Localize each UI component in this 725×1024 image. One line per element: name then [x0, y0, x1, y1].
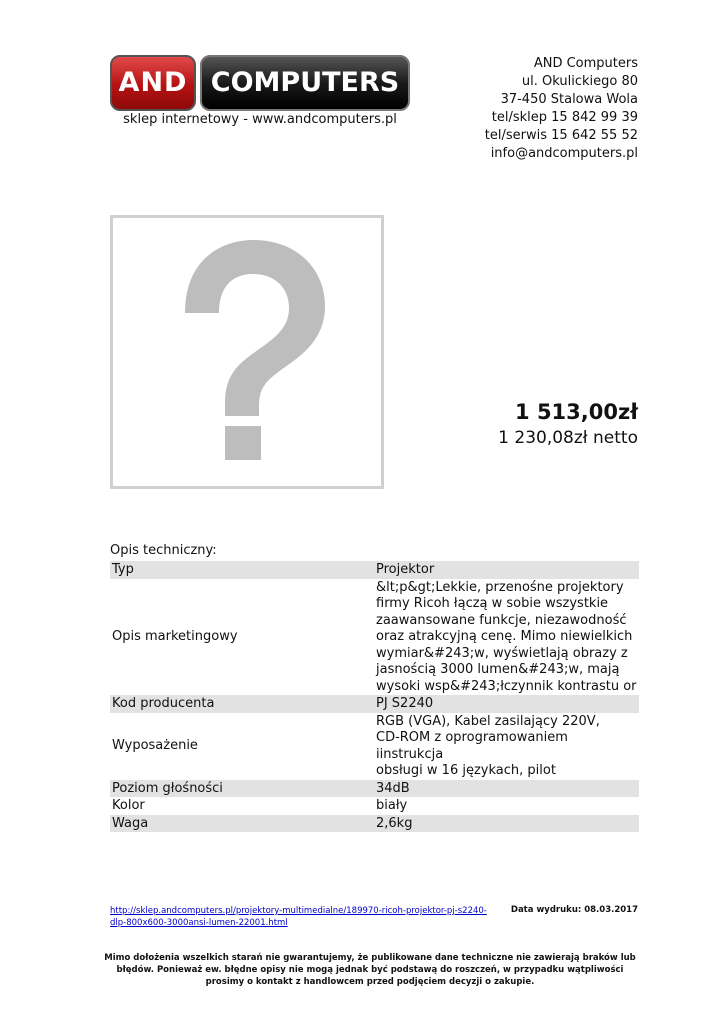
- url-line[interactable]: dlp-800x600-3000ansi-lumen-22001.html: [110, 918, 288, 928]
- spec-key: Kolor: [112, 798, 145, 813]
- spec-row: [110, 561, 639, 579]
- spec-row: [110, 713, 639, 780]
- spec-value-line: oraz atrakcyjną cenę. Mimo niewielkich: [376, 629, 633, 644]
- spec-value-line: &lt;p&gt;Lekkie, przenośne projektory: [376, 579, 624, 595]
- specs-title: Opis techniczny:: [110, 543, 217, 558]
- price-block: [498, 400, 638, 448]
- tagline: sklep internetowy - www.andcomputers.pl: [123, 112, 397, 127]
- spec-row: [110, 797, 639, 815]
- product-url-link[interactable]: [110, 905, 490, 929]
- spec-value: [374, 780, 639, 798]
- spec-value-line: Projektor: [376, 562, 435, 577]
- spec-value: [374, 713, 639, 780]
- contact-line: ul. Okulickiego 80: [521, 74, 638, 89]
- print-date: Data wydruku: 08.03.2017: [510, 905, 638, 915]
- spec-key: Opis marketingowy: [112, 629, 238, 644]
- spec-value-line: wysoki wsp&#243;łczynnik kontrastu or: [376, 678, 637, 694]
- spec-key: Typ: [110, 561, 374, 579]
- disclaimer-line: prosimy o kontakt z handlowcem przed podjęciem decyzji o zakupie.: [205, 977, 535, 987]
- spec-row: [110, 815, 639, 833]
- spec-value-line: PJ S2240: [376, 696, 434, 711]
- contact-line: tel/sklep 15 842 99 39: [491, 110, 638, 125]
- disclaimer: [100, 952, 640, 988]
- spec-value-line: zaawansowane funkcje, niezawodność: [376, 612, 627, 628]
- spec-value-line: jasnością 3000 lumen&#243;w, mają: [376, 662, 620, 677]
- contact-line: info@andcomputers.pl: [490, 146, 638, 161]
- logo-and: AND: [110, 55, 196, 111]
- spec-value: [374, 561, 639, 579]
- spec-row: [110, 579, 639, 696]
- spec-value-line: firmy Ricoh łączą w sobie wszystkie: [376, 596, 609, 611]
- contact-block: [485, 55, 638, 163]
- contact-line: tel/serwis 15 642 55 52: [484, 128, 638, 143]
- price-net: 1 230,08zł netto: [498, 428, 638, 448]
- spec-key: Kod producenta: [110, 695, 374, 713]
- url-line[interactable]: http://sklep.andcomputers.pl/projektory-multimedialne/189970-ricoh-projektor-pj-s2240-: [110, 906, 487, 916]
- product-image-placeholder: [110, 215, 384, 489]
- spec-row: [110, 695, 639, 713]
- spec-value-line: CD-ROM z oprogramowaniem iinstrukcja: [376, 730, 568, 762]
- spec-value: [374, 695, 639, 713]
- spec-key: Poziom głośności: [110, 780, 374, 798]
- contact-line: AND Computers: [533, 56, 638, 71]
- spec-value: [374, 815, 639, 833]
- price-gross: 1 513,00zł: [515, 400, 638, 424]
- spec-value-line: 34dB: [376, 780, 410, 796]
- disclaimer-line: błędów. Ponieważ ew. błędne opisy nie mogą jednak być podstawą do roszczeń, w przypadku wątpliwości: [116, 965, 624, 975]
- spec-value: [374, 797, 639, 815]
- spec-value-line: obsługi w 16 językach, pilot: [376, 763, 556, 778]
- company-logo: [110, 55, 410, 111]
- spec-value-line: biały: [376, 798, 408, 813]
- spec-value: [374, 579, 639, 696]
- spec-value-line: RGB (VGA), Kabel zasilający 220V,: [376, 713, 600, 729]
- spec-key: Waga: [110, 815, 374, 833]
- question-mark-icon: [113, 218, 381, 486]
- contact-line: 37-450 Stalowa Wola: [500, 92, 638, 107]
- spec-value-line: 2,6kg: [376, 815, 413, 831]
- spec-row: [110, 780, 639, 798]
- disclaimer-line: Mimo dołożenia wszelkich starań nie gwarantujemy, że publikowane dane techniczne nie zawierają braków lub: [104, 953, 636, 963]
- spec-value-line: wymiar&#243;w, wyświetlają obrazy z: [376, 645, 628, 661]
- logo-computers: COMPUTERS: [200, 55, 410, 111]
- spec-key: Wyposażenie: [112, 738, 198, 754]
- specs-table: [110, 561, 639, 832]
